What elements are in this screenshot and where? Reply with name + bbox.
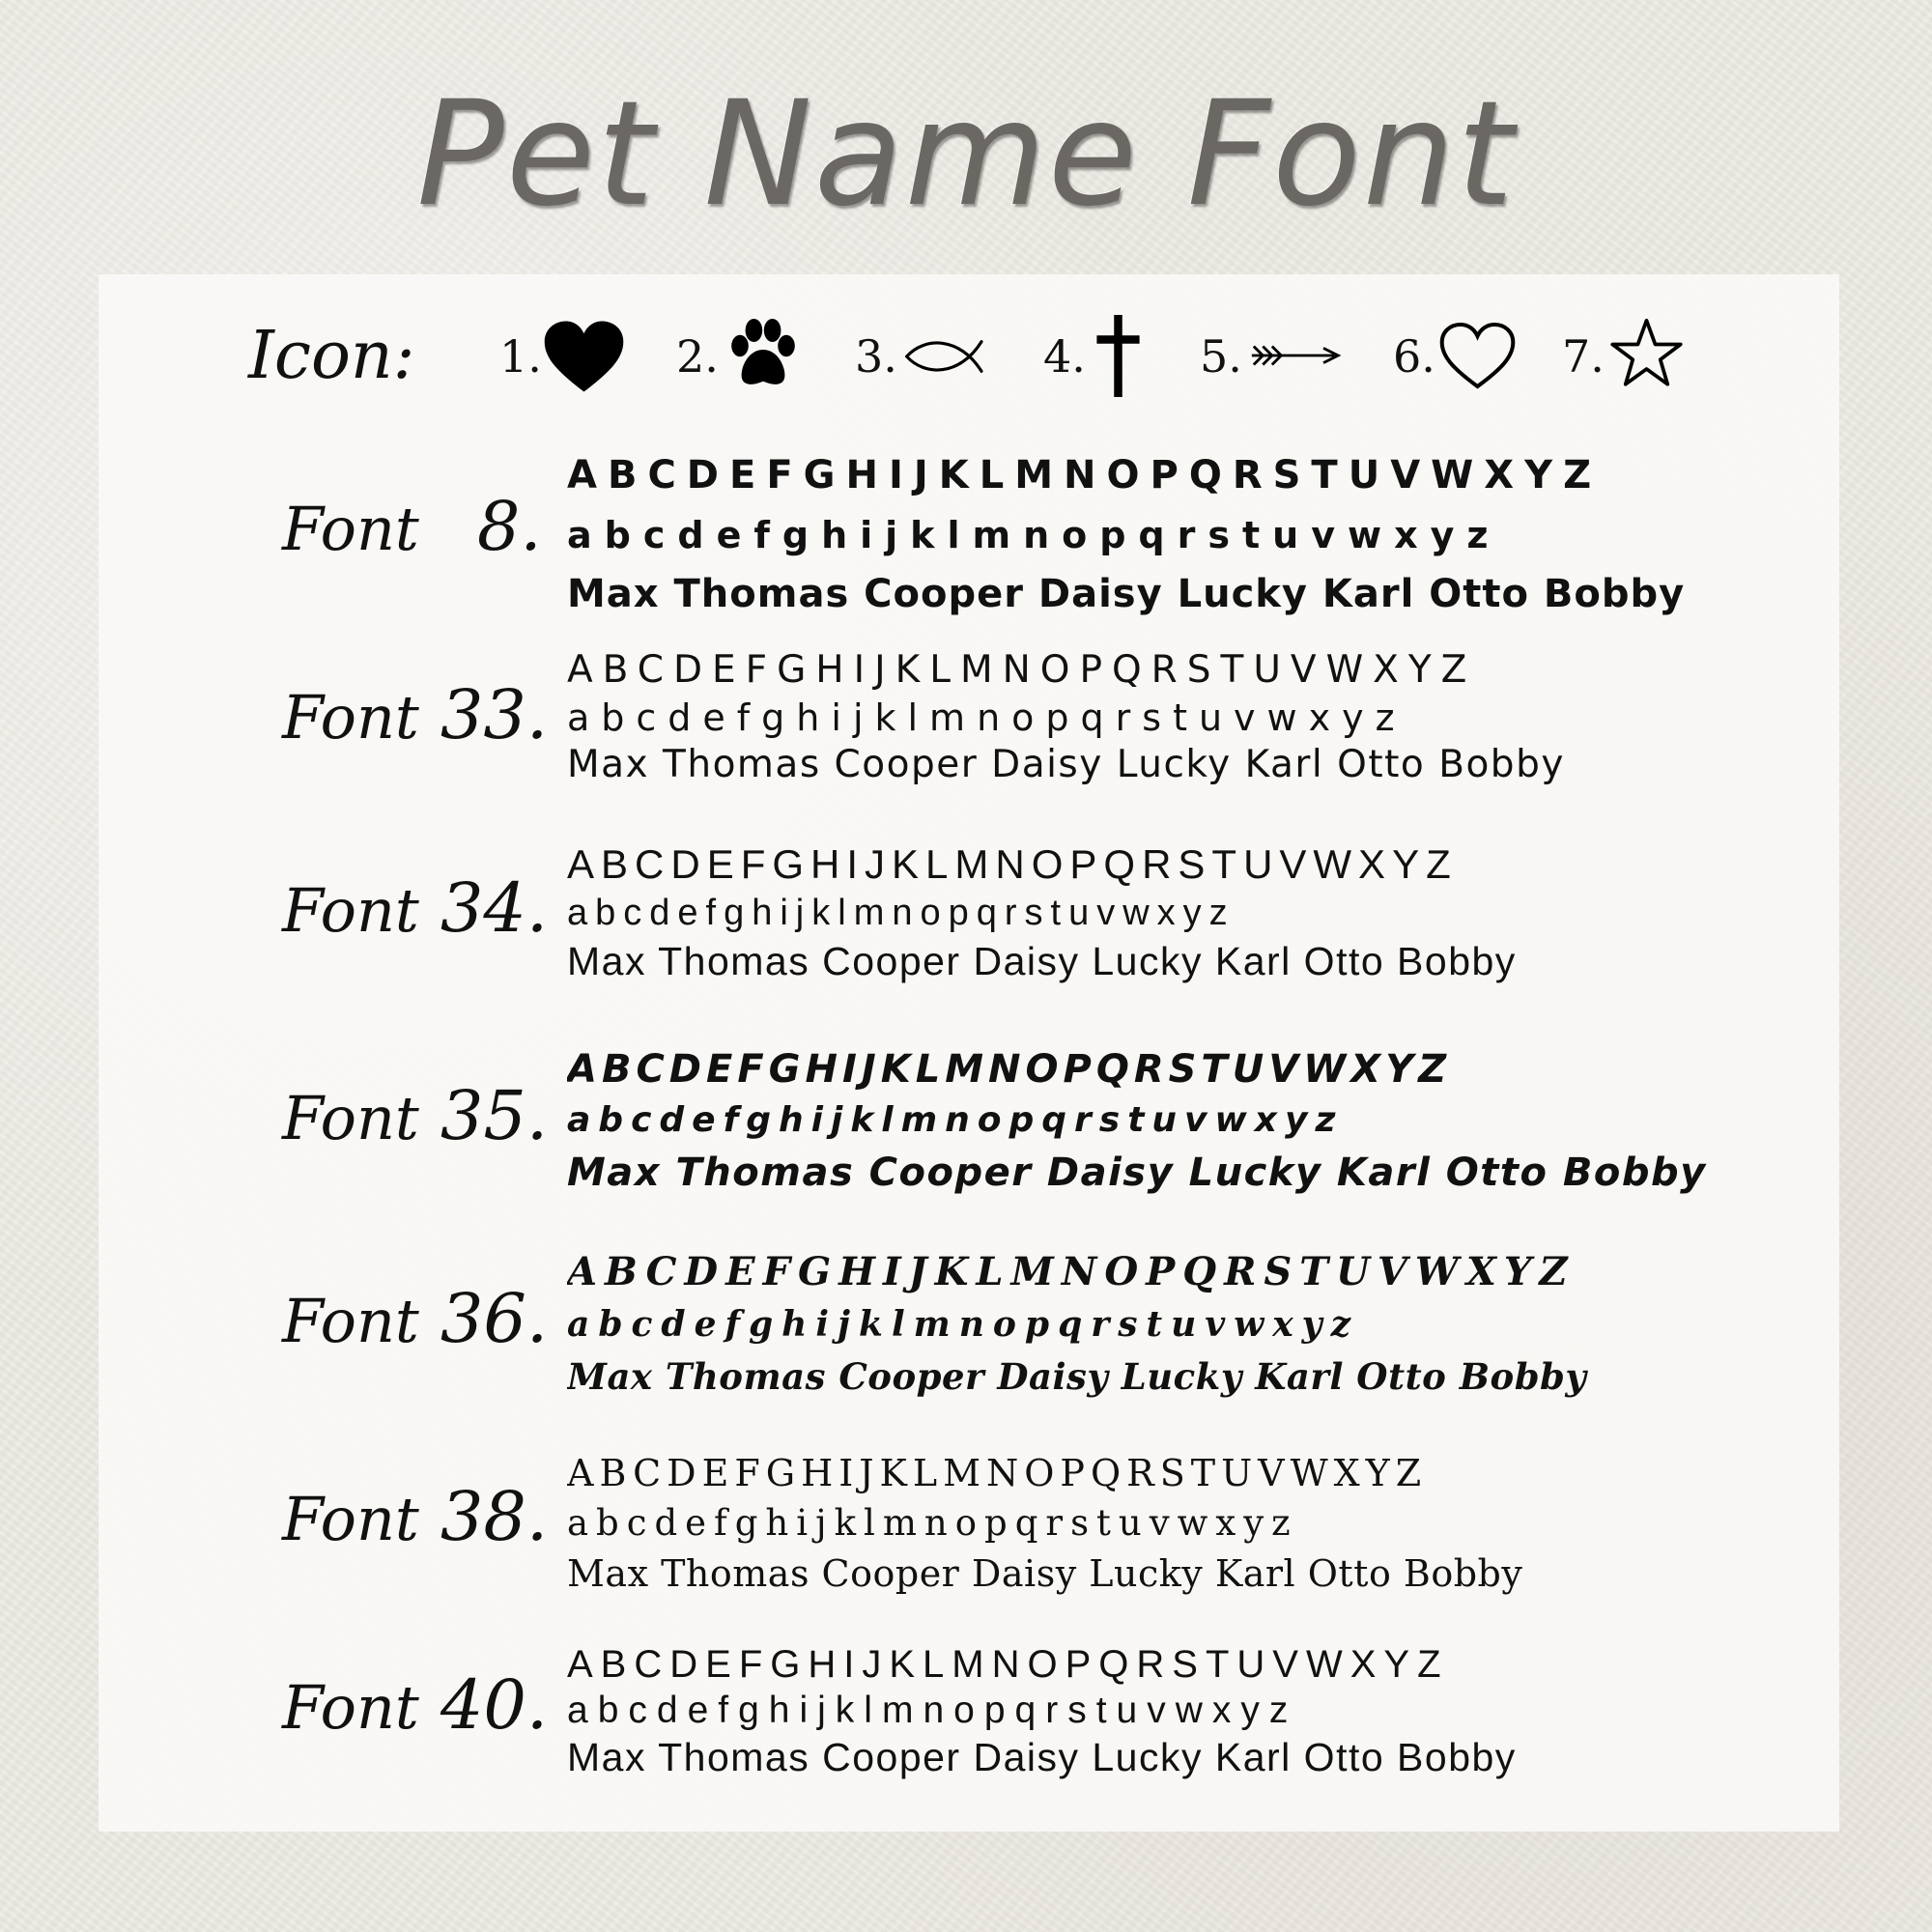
icon-number: 7.: [1562, 330, 1605, 383]
icon-options-row: [99, 303, 1839, 410]
font-word: Font: [282, 1672, 419, 1743]
names-sample: Max Thomas Cooper Daisy Lucky Karl Otto Bobby: [567, 1552, 1523, 1595]
icon-option-5[interactable]: [1200, 303, 1393, 410]
font-number: 34.: [440, 868, 549, 948]
font-samples: [567, 1641, 1823, 1780]
font-samples: [567, 1245, 1823, 1404]
uppercase-sample: ABCDEFGHIJKLMNOPQRSTUVWXYZ: [567, 841, 1458, 887]
lowercase-sample: abcdefghijklmnopqrstuvwxyz: [567, 893, 1236, 933]
font-label: [282, 1279, 611, 1358]
names-sample: Max Thomas Cooper Daisy Lucky Karl Otto Bobby: [567, 572, 1686, 616]
font-samples: [567, 839, 1823, 986]
font-40-row[interactable]: [99, 1641, 1839, 1796]
font-label: [282, 1076, 611, 1155]
font-33-row[interactable]: [99, 646, 1839, 801]
font-samples: [567, 443, 1823, 625]
uppercase-sample: ABCDEFGHIJKLMNOPQRSTUVWXYZ: [567, 453, 1603, 497]
names-sample: Max Thomas Cooper Daisy Lucky Karl Otto Bobby: [567, 1355, 1587, 1398]
font-word: Font: [282, 1083, 419, 1153]
cross-icon: [1092, 315, 1145, 397]
icon-number: 6.: [1393, 330, 1435, 383]
page-title: Pet Name Font: [416, 71, 1516, 239]
lowercase-sample: abcdefghijklmnopqrstuvwxyz: [567, 1502, 1298, 1544]
font-number: 35.: [440, 1076, 549, 1155]
font-number: 8.: [476, 487, 542, 566]
fish-icon: [903, 332, 990, 381]
font-samples: [567, 1448, 1823, 1599]
uppercase-sample: ABCDEFGHIJKLMNOPQRSTUVWXYZ: [567, 1047, 1452, 1092]
font-word: Font: [282, 494, 419, 564]
font-35-row[interactable]: [99, 1042, 1839, 1207]
font-36-row[interactable]: [99, 1245, 1839, 1409]
font-label: [282, 1665, 611, 1745]
font-label: [282, 487, 611, 566]
font-label: [282, 868, 611, 948]
icon-number: 1.: [499, 330, 542, 383]
names-sample: Max Thomas Cooper Daisy Lucky Karl Otto Bobby: [567, 939, 1517, 983]
star-outline-icon: [1610, 317, 1683, 389]
font-samples: [567, 1042, 1823, 1201]
icon-option-4[interactable]: [1043, 303, 1179, 410]
icon-option-2[interactable]: [676, 303, 860, 410]
icon-label: Icon:: [248, 318, 415, 394]
icon-option-3[interactable]: [855, 303, 1038, 410]
font-number: 36.: [440, 1279, 549, 1358]
uppercase-sample: ABCDEFGHIJKLMNOPQRSTUVWXYZ: [567, 648, 1477, 692]
icon-number: 2.: [676, 330, 719, 383]
font-38-row[interactable]: [99, 1448, 1839, 1603]
font-8-row[interactable]: [99, 443, 1839, 617]
names-sample: Max Thomas Cooper Daisy Lucky Karl Otto Bobby: [567, 1735, 1517, 1779]
font-chart-panel: [99, 274, 1839, 1832]
lowercase-sample: abcdefghijklmnopqrstuvwxyz: [567, 1100, 1344, 1140]
font-label: [282, 675, 611, 754]
icon-number: 4.: [1043, 330, 1086, 383]
font-number: 33.: [440, 675, 549, 754]
icon-number: 5.: [1200, 330, 1242, 383]
heart-outline-icon: [1436, 321, 1519, 390]
lowercase-sample: abcdefghijklmnopqrstuvwxyz: [567, 514, 1501, 556]
lowercase-sample: abcdefghijklmnopqrstuvwxyz: [567, 1304, 1360, 1345]
font-word: Font: [282, 682, 419, 753]
font-number: 38.: [440, 1477, 549, 1556]
icon-option-6[interactable]: [1393, 303, 1548, 410]
font-number: 40.: [440, 1665, 549, 1745]
font-word: Font: [282, 875, 419, 946]
font-word: Font: [282, 1286, 419, 1356]
font-34-row[interactable]: [99, 839, 1839, 994]
lowercase-sample: abcdefghijklmnopqrstuvwxyz: [567, 696, 1406, 739]
uppercase-sample: ABCDEFGHIJKLMNOPQRSTUVWXYZ: [567, 1249, 1576, 1294]
uppercase-sample: ABCDEFGHIJKLMNOPQRSTUVWXYZ: [567, 1452, 1428, 1494]
paw-icon: [724, 315, 802, 392]
font-label: [282, 1477, 611, 1556]
arrow-icon: [1250, 340, 1342, 371]
icon-number: 3.: [855, 330, 897, 383]
heart-solid-icon: [543, 318, 625, 395]
font-samples: [567, 646, 1823, 789]
names-sample: Max Thomas Cooper Daisy Lucky Karl Otto Bobby: [567, 1151, 1707, 1195]
font-word: Font: [282, 1484, 419, 1554]
icon-option-7[interactable]: [1562, 303, 1717, 410]
uppercase-sample: ABCDEFGHIJKLMNOPQRSTUVWXYZ: [567, 1643, 1449, 1686]
lowercase-sample: abcdefghijklmnopqrstuvwxyz: [567, 1690, 1298, 1731]
names-sample: Max Thomas Cooper Daisy Lucky Karl Otto Bobby: [567, 743, 1565, 786]
